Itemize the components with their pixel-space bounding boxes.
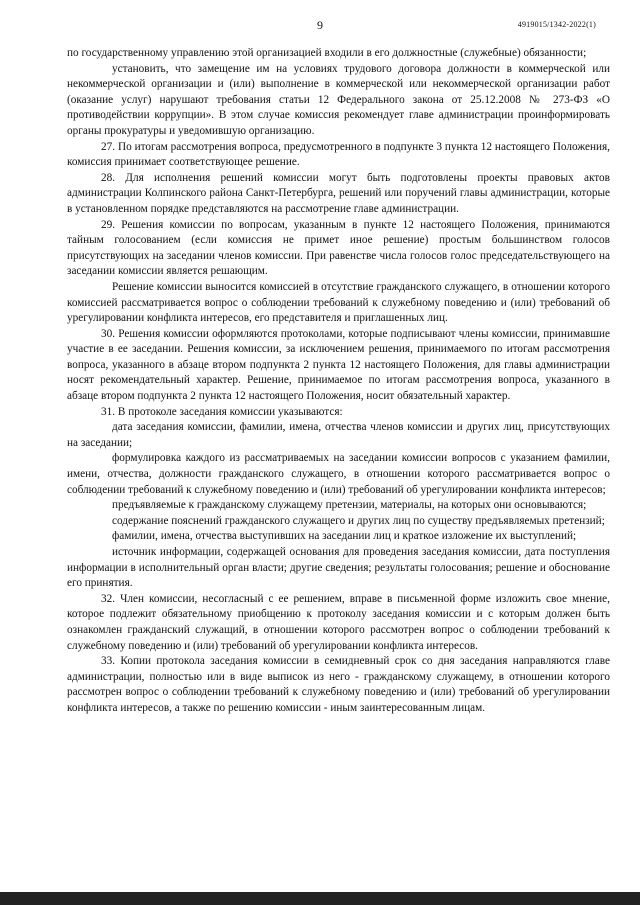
scan-edge-bar (0, 892, 640, 905)
paragraph: Решение комиссии выносится комиссией в отсутствие гражданского служащего, в отношении которого комиссией рассматривается вопрос о соблюдении требований к служебному поведению и (или) требований об урегулировании конфликта интересов, его представителя и приглашенных лиц. (67, 280, 610, 325)
paragraph: 29. Решения комиссии по вопросам, указанным в пункте 12 настоящего Положения, принимаются тайным голосованием (если комиссия не примет иное решение) простым большинством голосов присутствующих на заседании членов комиссии. При равенстве числа голосов голос председательствующего на заседании комиссии является решающим. (67, 218, 610, 278)
paragraph: источник информации, содержащей основания для проведения заседания комиссии, дата поступления информации в исполнительный орган власти; другие сведения; результаты голосования; решение и обоснование его принятия. (67, 546, 610, 590)
paragraph: установить, что замещение им на условиях трудового договора должности в коммерческой или некоммерческой организации и (или) выполнение в коммерческой или некоммерческой организации работ (оказание услуг) нарушают требования статьи 12 Федерального закона от 25.12.2008 № 273-ФЗ «О противодействии коррупции». В этом случае комиссия рекомендует главе администрации проинформировать органы прокуратуры и уведомившую организацию. (67, 62, 610, 137)
page-number: 9 (317, 18, 323, 32)
document-code: 4919015/1342-2022(1) (517, 20, 596, 29)
paragraph: 33. Копии протокола заседания комиссии в семидневный срок со дня заседания направляются главе администрации, полностью или в виде выписок из него - гражданскому служащему, в отношении которого рассмотрен вопрос о соблюдении требований к служебному поведению и (или) требований об урегулировании конфликта интересов, а также по решению комиссии - иным заинтересованным лицам. (67, 655, 610, 714)
paragraph: дата заседания комиссии, фамилии, имена, отчества членов комиссии и других лиц, присутствующих на заседании; (67, 421, 610, 449)
paragraph: формулировка каждого из рассматриваемых на заседании комиссии вопросов с указанием фамилии, имени, отчества, должности гражданского служащего, в отношении которого рассматривается вопрос о соблюдении требований к служебному поведению и (или) требований об урегулировании конфликта интересов; (67, 452, 610, 496)
paragraph: 28. Для исполнения решений комиссии могут быть подготовлены проекты правовых актов администрации Колпинского района Санкт-Петербурга, решений или поручений главы администрации, которые в установленном порядке представляются на рассмотрение главе администрации. (67, 171, 610, 215)
paragraph: 30. Решения комиссии оформляются протоколами, которые подписывают члены комиссии, принимавшие участие в ее заседании. Решения комиссии, за исключением решения, принимаемого по итогам рассмотрения вопроса, указанного в абзаце втором подпункта 2 пункта 12 настоящего Положения, для главы администрации носят рекомендательный характер. Решение, принимаемое по итогам рассмотрения вопроса, указанного в абзаце втором подпункта 2 пункта 12 настоящего Положения, носит обязательный характер. (67, 327, 610, 403)
paragraph: предъявляемые к гражданскому служащему претензии, материалы, на которых они основываются; (112, 499, 587, 512)
paragraph: по государственному управлению этой организацией входили в его должностные (служебные) обязанности; (67, 47, 587, 59)
document-body (67, 46, 610, 717)
paragraph: 31. В протоколе заседания комиссии указываются: (101, 405, 343, 418)
paragraph: 32. Член комиссии, несогласный с ее решением, вправе в письменной форме изложить свое мнение, которое подлежит обязательному приобщению к протоколу заседания комиссии и с которым должен быть ознакомлен гражданский служащий, в отношении которого рассмотрен вопрос о соблюдении требований к служебному поведению и (или) требований об урегулировании конфликта интересов. (67, 592, 610, 652)
paragraph: 27. По итогам рассмотрения вопроса, предусмотренного в подпункте 3 пункта 12 настоящего Положения, комиссия принимает соответствующее решение. (67, 140, 610, 169)
paragraph: фамилии, имена, отчества выступивших на заседании лиц и краткое изложение их выступлений; (112, 530, 577, 543)
paragraph: содержание пояснений гражданского служащего и других лиц по существу предъявляемых претензий; (112, 514, 605, 527)
